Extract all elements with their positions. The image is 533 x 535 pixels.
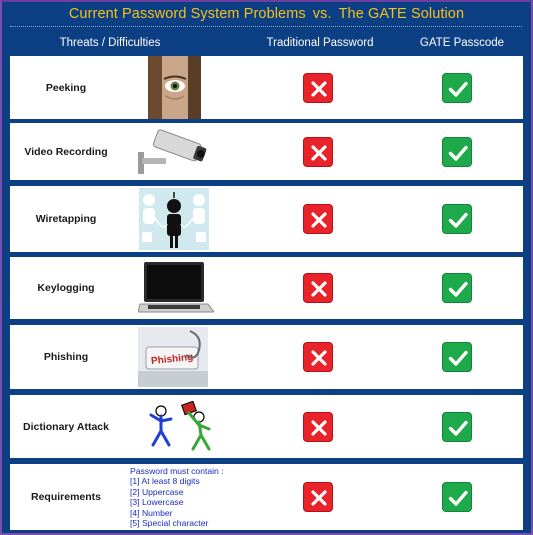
table-row bbox=[10, 186, 523, 252]
title-right: The GATE Solution bbox=[338, 6, 465, 22]
cross-icon bbox=[303, 204, 333, 234]
eye-peeking-image bbox=[148, 56, 201, 119]
header-traditional: Traditional Password bbox=[266, 37, 374, 49]
table-row bbox=[10, 464, 523, 530]
row-label: Video Recording bbox=[24, 145, 108, 158]
row-label: Keylogging bbox=[37, 282, 95, 294]
table-row bbox=[10, 56, 523, 119]
check-icon bbox=[442, 342, 472, 372]
requirement-item: [5] Special character bbox=[130, 518, 209, 529]
requirement-item: [3] Lowercase bbox=[130, 497, 184, 508]
row-label: Peeking bbox=[45, 81, 87, 94]
requirement-item: [2] Uppercase bbox=[130, 486, 184, 497]
laptop-image bbox=[138, 260, 214, 316]
cross-icon bbox=[303, 412, 333, 442]
table-row bbox=[10, 123, 523, 180]
wiretap-image bbox=[139, 188, 209, 250]
dictionary-attack-image bbox=[149, 401, 219, 453]
table-row bbox=[10, 257, 523, 319]
row-label: Wiretapping bbox=[35, 213, 97, 225]
cross-icon bbox=[303, 73, 333, 103]
title-vs: vs. bbox=[312, 6, 332, 22]
cross-icon bbox=[303, 137, 333, 167]
requirement-item: [1] At least 8 digits bbox=[130, 476, 200, 487]
check-icon bbox=[442, 412, 472, 442]
security-camera-image bbox=[136, 126, 208, 178]
check-icon bbox=[442, 273, 472, 303]
check-icon bbox=[442, 204, 472, 234]
page-title bbox=[0, 6, 533, 22]
phishing-image bbox=[138, 327, 208, 387]
requirements-heading: Password must contain : bbox=[130, 466, 224, 476]
row-label: Requirements bbox=[30, 491, 102, 503]
password-requirements bbox=[130, 466, 224, 528]
table-row bbox=[10, 325, 523, 389]
header-gate: GATE Passcode bbox=[419, 37, 505, 49]
check-icon bbox=[442, 137, 472, 167]
row-label: Dictionary Attack bbox=[23, 420, 109, 433]
requirement-item: [4] Number bbox=[130, 507, 173, 518]
cross-icon bbox=[303, 482, 333, 512]
row-label: Phishing bbox=[43, 351, 89, 363]
svg-text:Phishing: Phishing bbox=[150, 351, 194, 368]
table-row bbox=[10, 395, 523, 458]
cross-icon bbox=[303, 273, 333, 303]
title-left: Current Password System Problems bbox=[68, 6, 306, 22]
check-icon bbox=[442, 73, 472, 103]
header-threats: Threats / Difficulties bbox=[59, 37, 161, 49]
title-divider bbox=[10, 26, 522, 27]
check-icon bbox=[442, 482, 472, 512]
cross-icon bbox=[303, 342, 333, 372]
